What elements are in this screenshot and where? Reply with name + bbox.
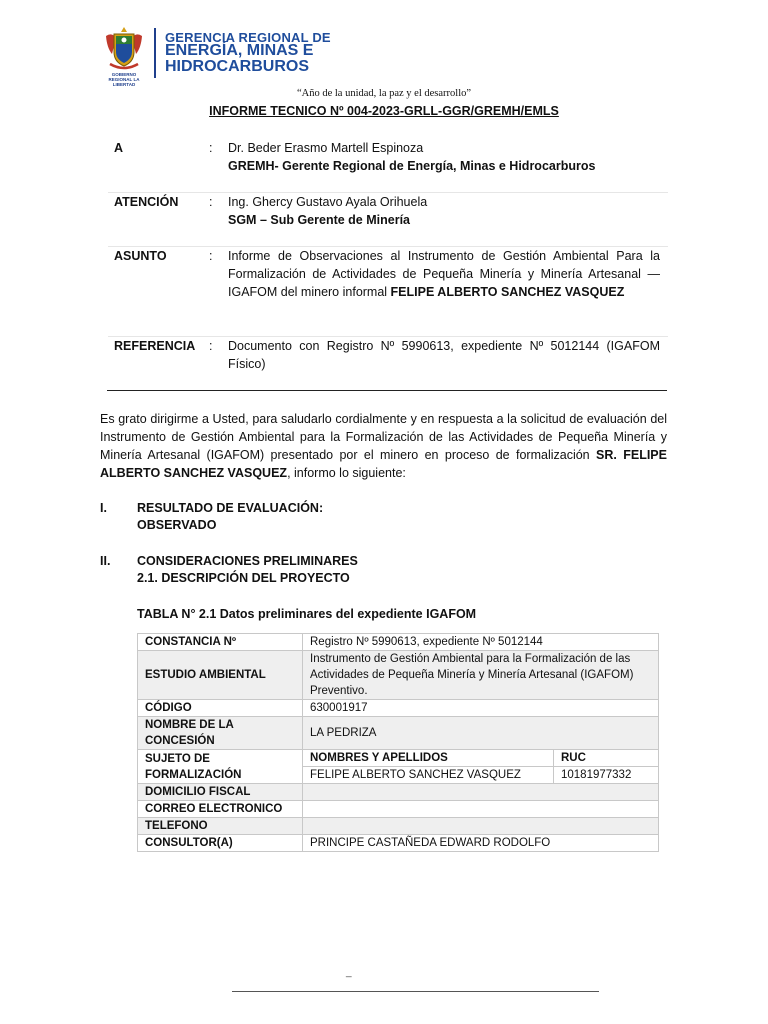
table-row xyxy=(138,835,659,852)
org-name-line2: ENERGÍA, MINAS E xyxy=(165,42,314,59)
table-label: DOMICILIO FISCAL xyxy=(138,784,303,801)
year-motto: “Año de la unidad, la paz y el desarrollo” xyxy=(296,88,472,99)
footer-mark: _ xyxy=(346,967,352,978)
table-row xyxy=(138,818,659,835)
table-row xyxy=(138,784,659,801)
table-row xyxy=(138,651,659,700)
memo-colon: : xyxy=(209,195,213,209)
table-label: TELEFONO xyxy=(138,818,303,835)
seal-caption: GOBIERNO REGIONAL LA LIBERTAD xyxy=(108,72,140,87)
subject-text: Informe de Observaciones al Instrumento de Gestión Ambiental Para la Formalización de Actividades de Pequeña Minería y Minería Artesanal — IGAFOM del minero informal xyxy=(228,249,660,299)
table-label: SUJETO DE FORMALIZACIÓN xyxy=(138,750,303,784)
table-row xyxy=(138,634,659,651)
subject-miner-name: FELIPE ALBERTO SANCHEZ VASQUEZ xyxy=(390,285,625,299)
memo-label-atencion: ATENCIÓN xyxy=(114,195,179,209)
table-label: CONSTANCIA Nº xyxy=(138,634,303,651)
subsection-2-1-title: 2.1. DESCRIPCIÓN DEL PROYECTO xyxy=(137,571,350,585)
table-row xyxy=(138,801,659,818)
table-row xyxy=(138,700,659,717)
attention-name: Ing. Ghercy Gustavo Ayala Orihuela xyxy=(228,195,428,209)
table-label: ESTUDIO AMBIENTAL xyxy=(138,651,303,700)
table-value: Registro Nº 5990613, expediente Nº 5012144 xyxy=(303,634,659,651)
recipient-role: GREMH- Gerente Regional de Energía, Minas e Hidrocarburos xyxy=(228,159,596,173)
table-row xyxy=(138,750,659,767)
section-2-title: CONSIDERACIONES PRELIMINARES xyxy=(137,554,358,568)
intro-text-1: Es grato dirigirme a Usted, para saludarlo cordialmente y en respuesta a la solicitud de evaluación del Instrumento de Gestión Ambiental para la Formalización de las Actividades de Pequeña Minería y Minería Artesanal (IGAFOM) presentado por el minero en proceso de formalización xyxy=(100,412,667,462)
report-title: INFORME TECNICO Nº 004-2023-GRLL-GGR/GREMH/EMLS xyxy=(209,104,559,118)
table-value-ruc: 10181977332 xyxy=(554,767,659,784)
igafom-data-table xyxy=(137,633,659,852)
memo-value-referencia: Documento con Registro Nº 5990613, expediente Nº 5012144 (IGAFOM Físico) xyxy=(228,339,660,371)
section-1-title: RESULTADO DE EVALUACIÓN: xyxy=(137,501,324,515)
memo-value-asunto xyxy=(228,247,660,301)
table-value: PRINCIPE CASTAÑEDA EDWARD RODOLFO xyxy=(303,835,659,852)
memo-colon: : xyxy=(209,339,213,353)
table-label: CÓDIGO xyxy=(138,700,303,717)
section-1-number: I. xyxy=(100,501,107,515)
table-value-name: FELIPE ALBERTO SANCHEZ VASQUEZ xyxy=(303,767,554,784)
org-name-line1: GERENCIA REGIONAL DE xyxy=(165,30,331,45)
memo-label-asunto: ASUNTO xyxy=(114,249,167,263)
memo-value-atencion xyxy=(228,193,660,229)
coat-of-arms-icon xyxy=(104,26,144,72)
memo-value-a xyxy=(228,139,660,175)
intro-miner-name: SR. FELIPE ALBERTO SANCHEZ VASQUEZ xyxy=(100,448,667,480)
table-label: NOMBRE DE LA CONCESIÓN xyxy=(138,717,303,750)
memo-colon: : xyxy=(209,141,213,155)
table-subheader-name: NOMBRES Y APELLIDOS xyxy=(303,750,554,767)
table-value: Instrumento de Gestión Ambiental para la Formalización de las Actividades de Pequeña Minería y Minería Artesanal (IGAFOM) Preventivo. xyxy=(303,651,659,700)
recipient-name: Dr. Beder Erasmo Martell Espinoza xyxy=(228,141,424,155)
attention-role: SGM – Sub Gerente de Minería xyxy=(228,213,410,227)
section-1-result: OBSERVADO xyxy=(137,518,217,532)
memo-label-a: A xyxy=(114,141,124,155)
section-2-number: II. xyxy=(100,554,111,568)
intro-text-2: , informo lo siguiente: xyxy=(287,466,406,480)
memo-colon: : xyxy=(209,249,213,263)
intro-paragraph xyxy=(100,410,667,482)
table-value xyxy=(303,818,659,835)
table-row xyxy=(138,717,659,750)
memo-label-referencia: REFERENCIA xyxy=(114,339,196,353)
table-value: LA PEDRIZA xyxy=(303,717,659,750)
table-subheader-ruc: RUC xyxy=(554,750,659,767)
header-divider xyxy=(154,28,156,78)
table-caption: TABLA N° 2.1 Datos preliminares del expediente IGAFOM xyxy=(137,607,477,621)
table-value: 630001917 xyxy=(303,700,659,717)
table-label: CONSULTOR(A) xyxy=(138,835,303,852)
table-label: CORREO ELECTRONICO xyxy=(138,801,303,818)
org-name-line3: HIDROCARBUROS xyxy=(165,58,309,75)
table-value xyxy=(303,801,659,818)
header-bottom-rule xyxy=(107,390,667,391)
table-value xyxy=(303,784,659,801)
footer-rule xyxy=(232,991,599,992)
